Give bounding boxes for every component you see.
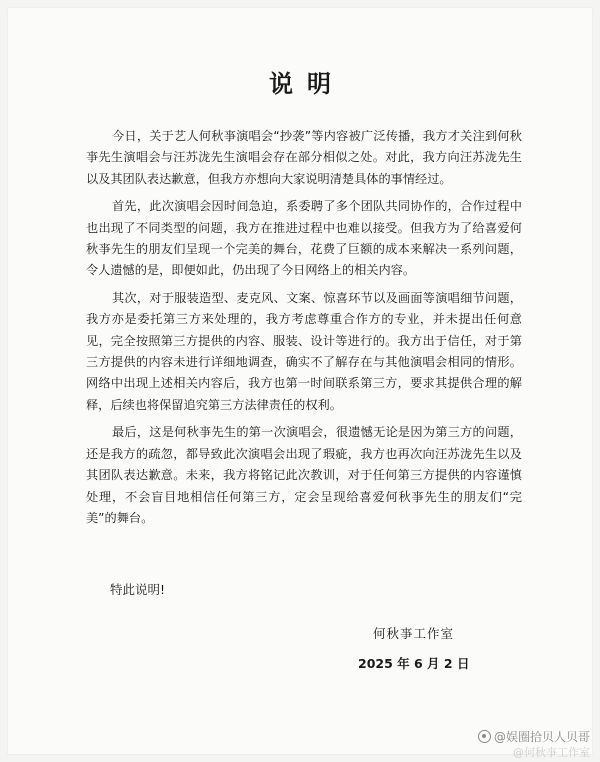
weibo-watermark <box>478 728 590 745</box>
document-body <box>86 126 522 535</box>
signature-date: 2025 年 6 月 2 日 <box>358 656 470 671</box>
document-title: 说明 <box>269 70 345 98</box>
weibo-logo-icon <box>478 730 491 743</box>
watermark-text: @娱圈拾贝人贝哥 <box>493 730 590 744</box>
paragraph-intro: 今日，关于艺人何秋亊演唱会“抄袭”等内容被广泛传播，我方才关注到何秋亊先生演唱会与汪苏泷先生演唱会存在部分相似之处。对此，我方向汪苏泷先生以及其团队表达歉意，但我方亦想向大家说明清楚具体的事情经过。 <box>86 129 522 186</box>
paragraph-last: 最后，这是何秋亊先生的第一次演唱会，很遗憾无论是因为第三方的问题，还是我方的疏忽，都导致此次演唱会出现了瑕疵，我方也再次向汪苏泷先生以及其团队表达歉意。未来，我方将铭记此次教训，对于任何第三方提供的内容谨慎处理，不会盲目地相信任何第三方，定会呈现给喜爱何秋亊先生的朋友们“完美”的舞台。 <box>86 425 522 525</box>
paragraph-first: 首先，此次演唱会因时间急迫，系委聘了多个团队共同协作的，合作过程中也出现了不同类型的问题，我方在推进过程中也难以接受。但我方为了给喜爱何秋亊先生的朋友们呈现一个完美的舞台，花费了巨额的成本来解决一系列问题，令人遗憾的是，即便如此，仍出现了今日网络上的相关内容。 <box>86 199 522 278</box>
closing-statement: 特此说明! <box>110 582 166 597</box>
signer-name: 何秋亊工作室 <box>373 626 455 641</box>
watermark-shadow: @何秋亊工作室 <box>513 746 590 759</box>
paragraph-second: 其次，对于服装造型、麦克风、文案、惊喜环节以及画面等演唱细节问题，我方亦是委托第三方来处理的，我方考虑尊重合作方的专业，并未提出任何意见，完全按照第三方提供的内容、服装、设计等进行的。我方出于信任，对于第三方提供的内容未进行详细地调查，确实不了解存在与其他演唱会相同的情形。网络中出现上述相关内容后，我方也第一时间联系第三方，要求其提供合理的解释，后续也将保留追究第三方法律责任的权利。 <box>86 290 522 412</box>
